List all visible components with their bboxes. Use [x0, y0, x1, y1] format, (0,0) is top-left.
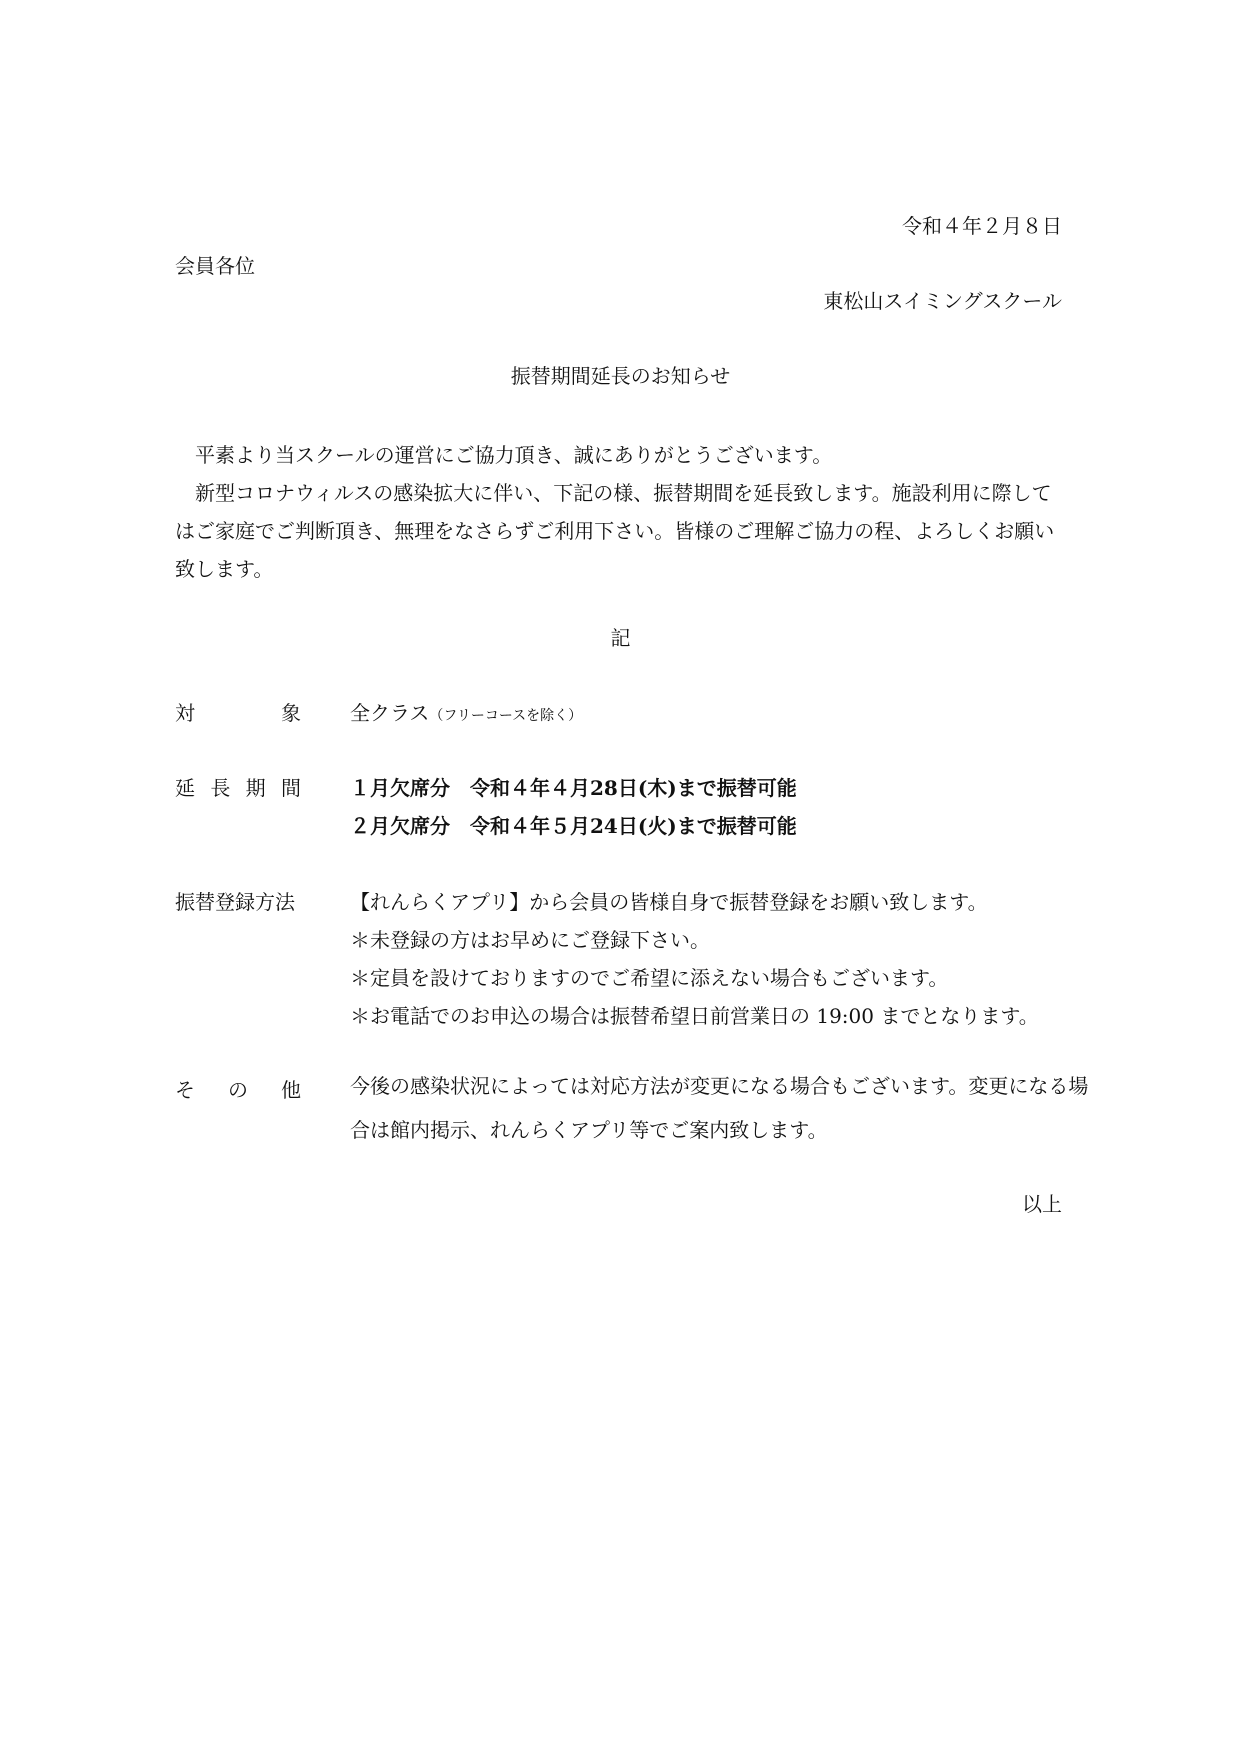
label-char: 期: [245, 776, 266, 800]
target-note: （フリーコースを除く）: [429, 708, 583, 724]
document-date: 令和４年２月８日: [902, 214, 1062, 238]
label-char: 象: [281, 701, 301, 725]
item-value-target: [350, 697, 582, 726]
other-text: 今後の感染状況によっては対応方法が変更になる場合もございます。変更になる場合は館内掲示、れんらくアプリ等でご案内致します。: [350, 1074, 1089, 1142]
method-line-4: ＊お電話でのお申込の場合は振替希望日前営業日の 19:00 までとなります。: [350, 1004, 1039, 1028]
method-line-3: ＊定員を設けておりますのでご希望に添えない場合もございます。: [350, 966, 949, 990]
item-label-other: [175, 1074, 301, 1103]
label-char: 他: [281, 1078, 301, 1102]
label-char: 延: [175, 776, 195, 800]
target-value: 全クラス: [350, 701, 430, 725]
ki-heading: 記: [610, 626, 631, 650]
closing-mark: 以上: [1022, 1192, 1062, 1216]
label-char: 長: [210, 776, 231, 800]
period-line-1: １月欠席分 令和４年４月28日(木)まで振替可能: [350, 776, 797, 800]
method-line-1: 【れんらくアプリ】から会員の皆様自身で振替登録をお願い致します。: [350, 890, 988, 914]
addressee: 会員各位: [175, 254, 255, 278]
greeting-paragraph: 平素より当スクールの運営にご協力頂き、誠にありがとうございます。: [195, 443, 833, 467]
document-title: 振替期間延長のお知らせ: [510, 364, 731, 388]
item-label-method: 振替登録方法: [175, 890, 295, 914]
label-char: そ: [175, 1078, 195, 1102]
label-char: 間: [280, 776, 301, 800]
period-line-2: ２月欠席分 令和４年５月24日(火)まで振替可能: [350, 814, 797, 838]
label-char: の: [228, 1078, 248, 1102]
sender-name: 東松山スイミングスクール: [823, 289, 1062, 313]
method-line-2: ＊未登録の方はお早めにご登録下さい。: [350, 928, 710, 952]
item-label-period: [175, 772, 301, 801]
item-label-target: [175, 697, 301, 726]
notice-paragraph: 新型コロナウィルスの感染拡大に伴い、下記の様、振替期間を延長致します。施設利用に際してはご家庭でご判断頂き、無理をなさらずご利用下さい。皆様のご理解ご協力の程、よろしくお願い致します。: [175, 481, 1055, 581]
label-char: 対: [175, 701, 195, 725]
